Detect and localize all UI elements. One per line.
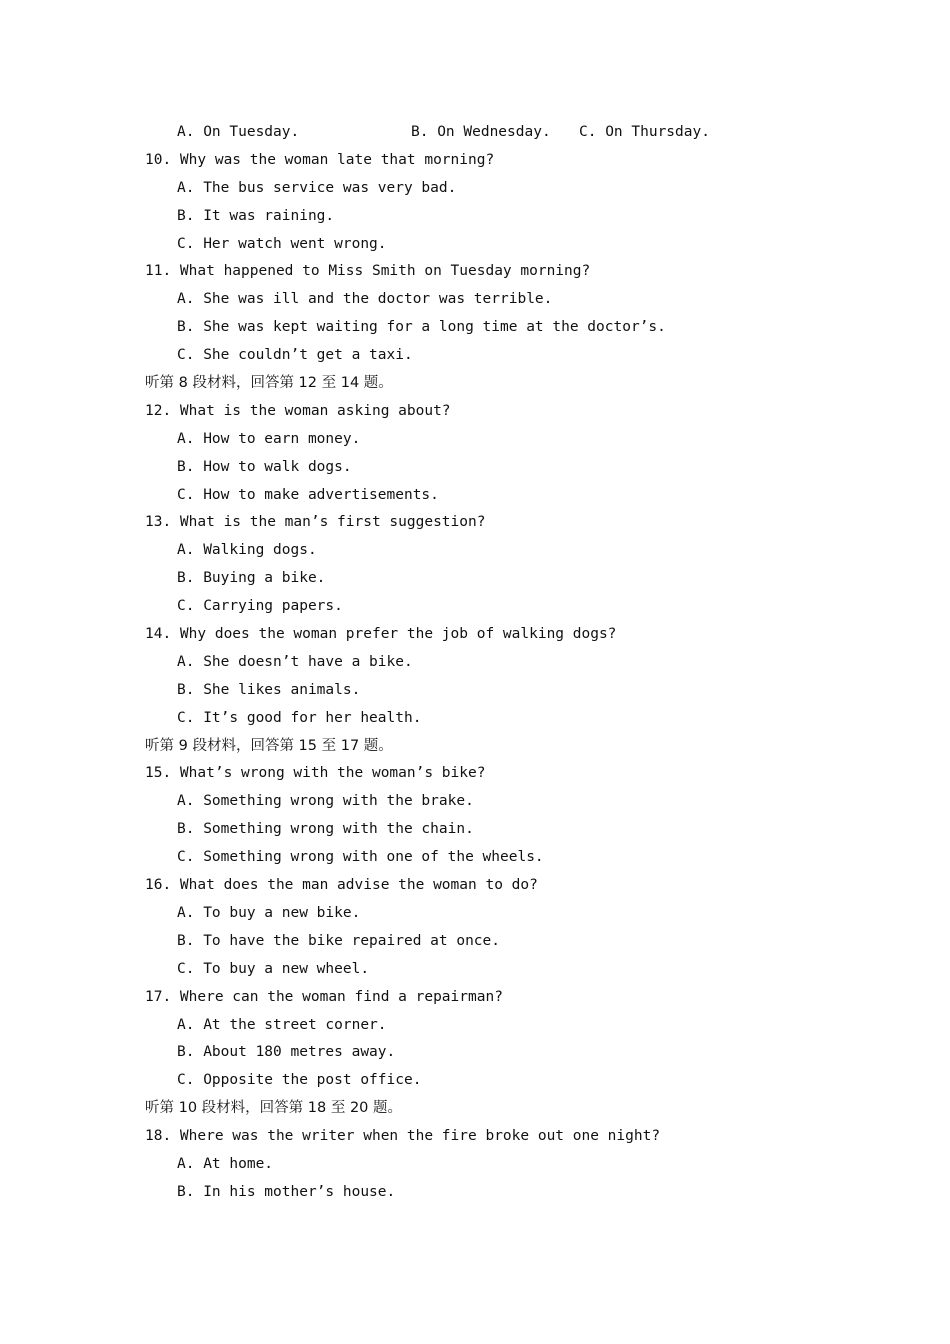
q15-question: 15. What’s wrong with the woman’s bike?	[145, 765, 486, 782]
exam-page	[0, 119, 950, 1207]
q9-option-b: B. On Wednesday.	[411, 124, 551, 140]
q14-question: 14. Why does the woman prefer the job of walking dogs?	[145, 626, 617, 643]
q13-option-b: B. Buying a bike.	[177, 570, 326, 587]
q11-option-b: B. She was kept waiting for a long time at the doctor’s.	[177, 319, 666, 336]
q13-option-a: A. Walking dogs.	[177, 542, 317, 559]
q15-option-a: A. Something wrong with the brake.	[177, 793, 474, 810]
q16-option-a: A. To buy a new bike.	[177, 904, 361, 921]
q10-option-b: B. It was raining.	[177, 207, 335, 224]
q18-question: 18. Where was the writer when the fire broke out one night?	[145, 1128, 661, 1145]
q11-question: 11. What happened to Miss Smith on Tuesday morning?	[145, 263, 591, 280]
q14-option-a: A. She doesn’t have a bike.	[177, 653, 413, 670]
section-8-heading: 听第 8 段材料，回答第 12 至 14 题。	[145, 375, 393, 392]
q12-option-a: A. How to earn money.	[177, 430, 361, 447]
q14-option-b: B. She likes animals.	[177, 681, 361, 698]
q9-option-a: A. On Tuesday.	[177, 124, 300, 140]
q10-question: 10. Why was the woman late that morning?	[145, 151, 495, 168]
section-10-heading: 听第 10 段材料，回答第 18 至 20 题。	[145, 1100, 403, 1117]
q10-option-c: C. Her watch went wrong.	[177, 235, 387, 252]
q16-option-c: C. To buy a new wheel.	[177, 960, 370, 977]
q11-option-c: C. She couldn’t get a taxi.	[177, 347, 413, 364]
q18-option-b: B. In his mother’s house.	[177, 1183, 396, 1200]
q17-option-a: A. At the street corner.	[177, 1016, 387, 1033]
q17-question: 17. Where can the woman find a repairman?	[145, 988, 503, 1005]
q15-option-c: C. Something wrong with one of the wheels.	[177, 849, 544, 866]
section-9-heading: 听第 9 段材料，回答第 15 至 17 题。	[145, 737, 393, 754]
q10-option-a: A. The bus service was very bad.	[177, 179, 457, 196]
q18-option-a: A. At home.	[177, 1155, 274, 1172]
q15-option-b: B. Something wrong with the chain.	[177, 821, 474, 838]
q9-options-row	[0, 119, 950, 147]
q13-question: 13. What is the man’s first suggestion?	[145, 514, 486, 531]
q17-option-b: B. About 180 metres away.	[177, 1044, 396, 1061]
q13-option-c: C. Carrying papers.	[177, 598, 343, 615]
q12-option-c: C. How to make advertisements.	[177, 486, 439, 503]
q11-option-a: A. She was ill and the doctor was terrible.	[177, 291, 553, 308]
q9-option-c: C. On Thursday.	[579, 124, 710, 140]
q12-question: 12. What is the woman asking about?	[145, 402, 451, 419]
q16-question: 16. What does the man advise the woman to do?	[145, 877, 538, 894]
q17-option-c: C. Opposite the post office.	[177, 1072, 422, 1089]
q12-option-b: B. How to walk dogs.	[177, 458, 352, 475]
q14-option-c: C. It’s good for her health.	[177, 709, 422, 726]
q16-option-b: B. To have the bike repaired at once.	[177, 932, 501, 949]
